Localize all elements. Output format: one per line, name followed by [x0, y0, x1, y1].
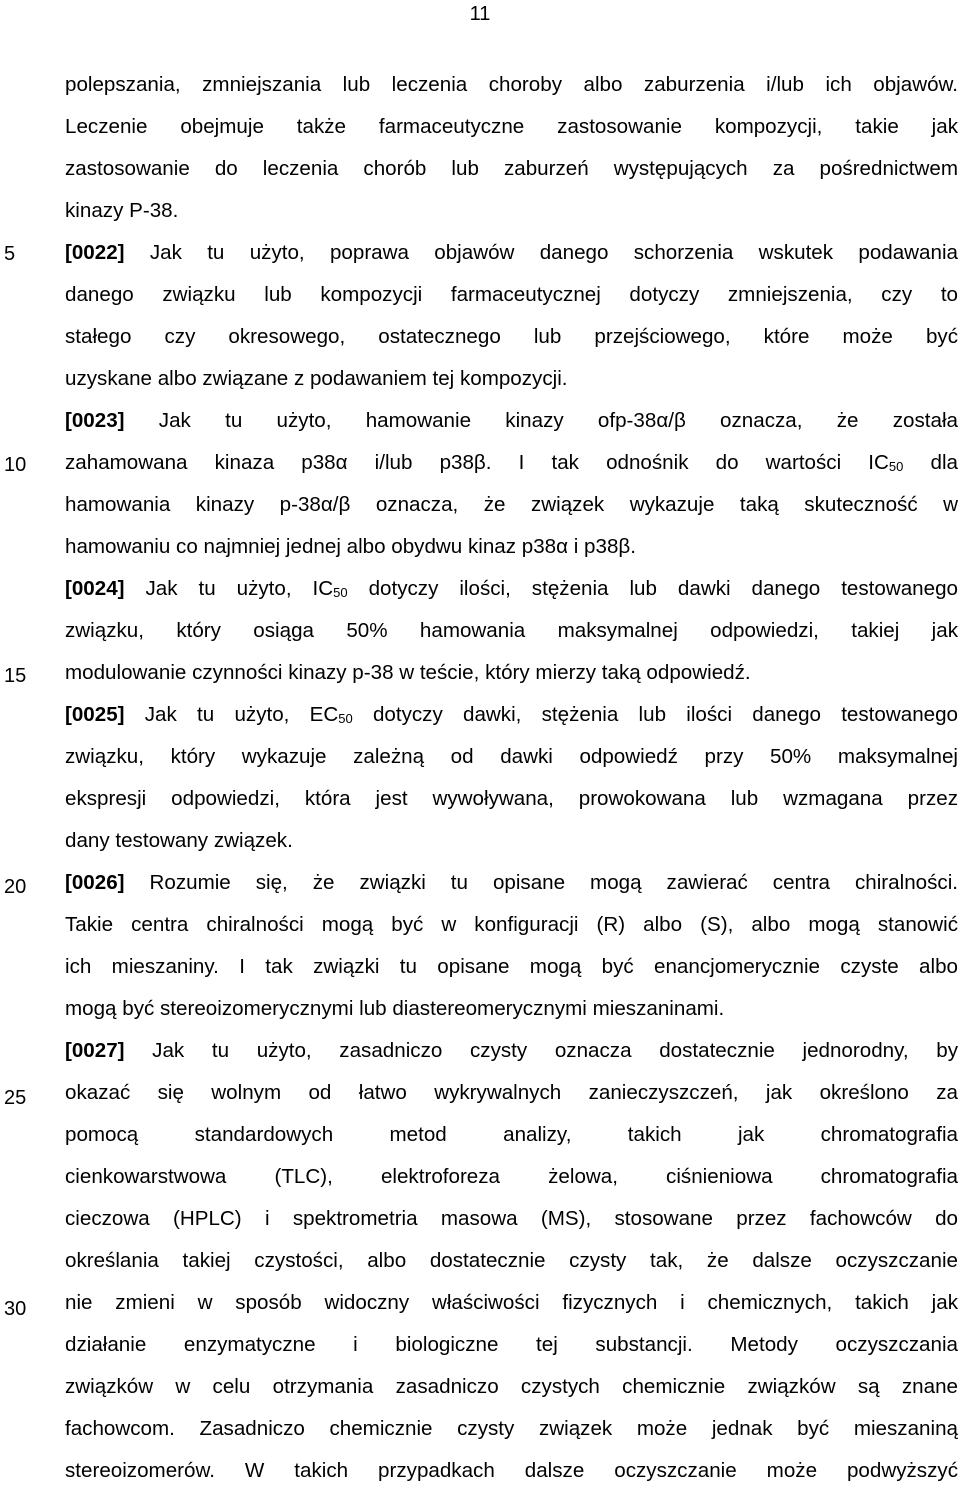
text-line: [65, 946, 958, 988]
text-line: [65, 1072, 958, 1114]
text-line: [65, 442, 958, 484]
line-text-continued: dotyczy dawki, stężenia lub ilości danego testowanego: [352, 703, 959, 726]
line-text: Takie centra chiralności mogą być w konfiguracji (R) albo (S), albo mogą stanowić: [65, 913, 958, 936]
line-text: pomocą standardowych metod analizy, takich jak chromatografia: [65, 1123, 958, 1146]
line-text: polepszania, zmniejszania lub leczenia choroby albo zaburzenia i/lub ich objawów.: [65, 73, 958, 96]
line-text: działanie enzymatyczne i biologiczne tej substancji. Metody oczyszczania: [65, 1333, 958, 1356]
text-line: [65, 1282, 958, 1324]
text-line: [65, 736, 958, 778]
line-number: 5: [4, 243, 16, 265]
text-line: [65, 274, 958, 316]
line-text: fachowcom. Zasadniczo chemicznie czysty związek może jednak być mieszaniną: [65, 1417, 958, 1440]
subscript: 50: [888, 459, 904, 474]
line-text: ich mieszaniny. I tak związki tu opisane mogą być enancjomerycznie czyste albo: [65, 955, 958, 978]
paragraph-first-line: [65, 568, 958, 610]
subscript: 50: [333, 585, 348, 600]
line-text: związku, który wykazuje zależną od dawki odpowiedź przy 50% maksymalnej: [65, 745, 958, 768]
line-number: 15: [4, 665, 27, 687]
text-line: [65, 1198, 958, 1240]
line-text: uzyskane albo związane z podawaniem tej kompozycji.: [65, 367, 568, 390]
line-text: określania takiej czystości, albo dostatecznie czysty tak, że dalsze oczyszczanie: [65, 1249, 958, 1272]
line-text: mogą być stereoizomerycznymi lub diastereomerycznymi mieszaninami.: [65, 997, 725, 1020]
text-line: [65, 358, 958, 400]
line-text-continued: dotyczy ilości, stężenia lub dawki danego testowanego: [347, 577, 958, 600]
text-line: [65, 778, 958, 820]
line-text: danego związku lub kompozycji farmaceutycznej dotyczy zmniejszenia, czy to: [65, 283, 958, 306]
line-text: hamowaniu co najmniej jednej albo obydwu kinaz p38α i p38β.: [65, 535, 636, 558]
text-line: [65, 1114, 958, 1156]
line-text: Jak tu użyto, IC: [124, 577, 334, 600]
text-line: [65, 484, 958, 526]
line-text: cienkowarstwowa (TLC), elektroforeza żelowa, ciśnieniowa chromatografia: [65, 1165, 958, 1188]
text-line: [65, 526, 958, 568]
paragraph-number: [0026]: [65, 871, 125, 894]
line-text: Leczenie obejmuje także farmaceutyczne zastosowanie kompozycji, takie jak: [65, 115, 958, 138]
paragraph-number: [0024]: [65, 577, 125, 600]
line-text: Jak tu użyto, zasadniczo czysty oznacza dostatecznie jednorodny, by: [124, 1039, 958, 1062]
paragraph-number: [0027]: [65, 1039, 125, 1062]
paragraph-number: [0022]: [65, 241, 125, 264]
line-text: hamowania kinazy p-38α/β oznacza, że związek wykazuje taką skuteczność w: [65, 493, 958, 516]
line-text: stałego czy okresowego, ostatecznego lub przejściowego, które może być: [65, 325, 958, 348]
text-line: [65, 988, 958, 1030]
line-number: 10: [4, 454, 27, 476]
line-text: nie zmieni w sposób widoczny właściwości fizycznych i chemicznych, takich jak: [65, 1291, 958, 1314]
text-line: [65, 820, 958, 862]
line-text: modulowanie czynności kinazy p-38 w teście, który mierzy taką odpowiedź.: [65, 661, 751, 684]
line-text: okazać się wolnym od łatwo wykrywalnych zanieczyszczeń, jak określono za: [65, 1081, 958, 1104]
line-text: związków w celu otrzymania zasadniczo czystych chemicznie związków są znane: [65, 1375, 958, 1398]
text-line: [65, 64, 958, 106]
text-line: [65, 1408, 958, 1450]
line-text: Jak tu użyto, hamowanie kinazy ofp-38α/β oznacza, że została: [124, 409, 958, 432]
line-number: 25: [4, 1087, 27, 1109]
text-line: [65, 652, 958, 694]
text-line: [65, 316, 958, 358]
text-line: [65, 1450, 958, 1492]
line-text: Jak tu użyto, EC: [124, 703, 339, 726]
line-text: kinazy P-38.: [65, 199, 179, 222]
subscript: 50: [338, 711, 353, 726]
paragraph-first-line: [65, 232, 958, 274]
paragraph-first-line: [65, 862, 958, 904]
page-number: 11: [469, 3, 491, 25]
line-number: 30: [4, 1298, 27, 1320]
line-text: ekspresji odpowiedzi, która jest wywoływana, prowokowana lub wzmagana przez: [65, 787, 958, 810]
line-text: zastosowanie do leczenia chorób lub zaburzeń występujących za pośrednictwem: [65, 157, 958, 180]
line-text: Rozumie się, że związki tu opisane mogą zawierać centra chiralności.: [124, 871, 958, 894]
paragraph-number: [0025]: [65, 703, 125, 726]
text-line: [65, 1366, 958, 1408]
line-text: związku, który osiąga 50% hamowania maksymalnej odpowiedzi, takiej jak: [65, 619, 958, 642]
paragraph-number: [0023]: [65, 409, 125, 432]
paragraph-first-line: [65, 400, 958, 442]
paragraph-first-line: [65, 1030, 958, 1072]
text-line: [65, 904, 958, 946]
line-text: cieczowa (HPLC) i spektrometria masowa (MS), stosowane przez fachowców do: [65, 1207, 958, 1230]
text-line: [65, 1156, 958, 1198]
text-line: [65, 106, 958, 148]
text-line: [65, 190, 958, 232]
paragraph-first-line: [65, 694, 958, 736]
line-number-margin: [0, 0, 40, 1491]
line-text-continued: dla: [903, 451, 958, 474]
text-line: [65, 1324, 958, 1366]
text-line: [65, 1240, 958, 1282]
body-text: [65, 64, 958, 1492]
line-text: Jak tu użyto, poprawa objawów danego schorzenia wskutek podawania: [124, 241, 958, 264]
line-text: zahamowana kinaza p38α i/lub p38β. I tak odnośnik do wartości IC: [65, 451, 889, 474]
text-line: [65, 610, 958, 652]
line-text: dany testowany związek.: [65, 829, 293, 852]
line-number: 20: [4, 876, 27, 898]
line-text: stereoizomerów. W takich przypadkach dalsze oczyszczanie może podwyższyć: [65, 1459, 958, 1482]
text-line: [65, 148, 958, 190]
